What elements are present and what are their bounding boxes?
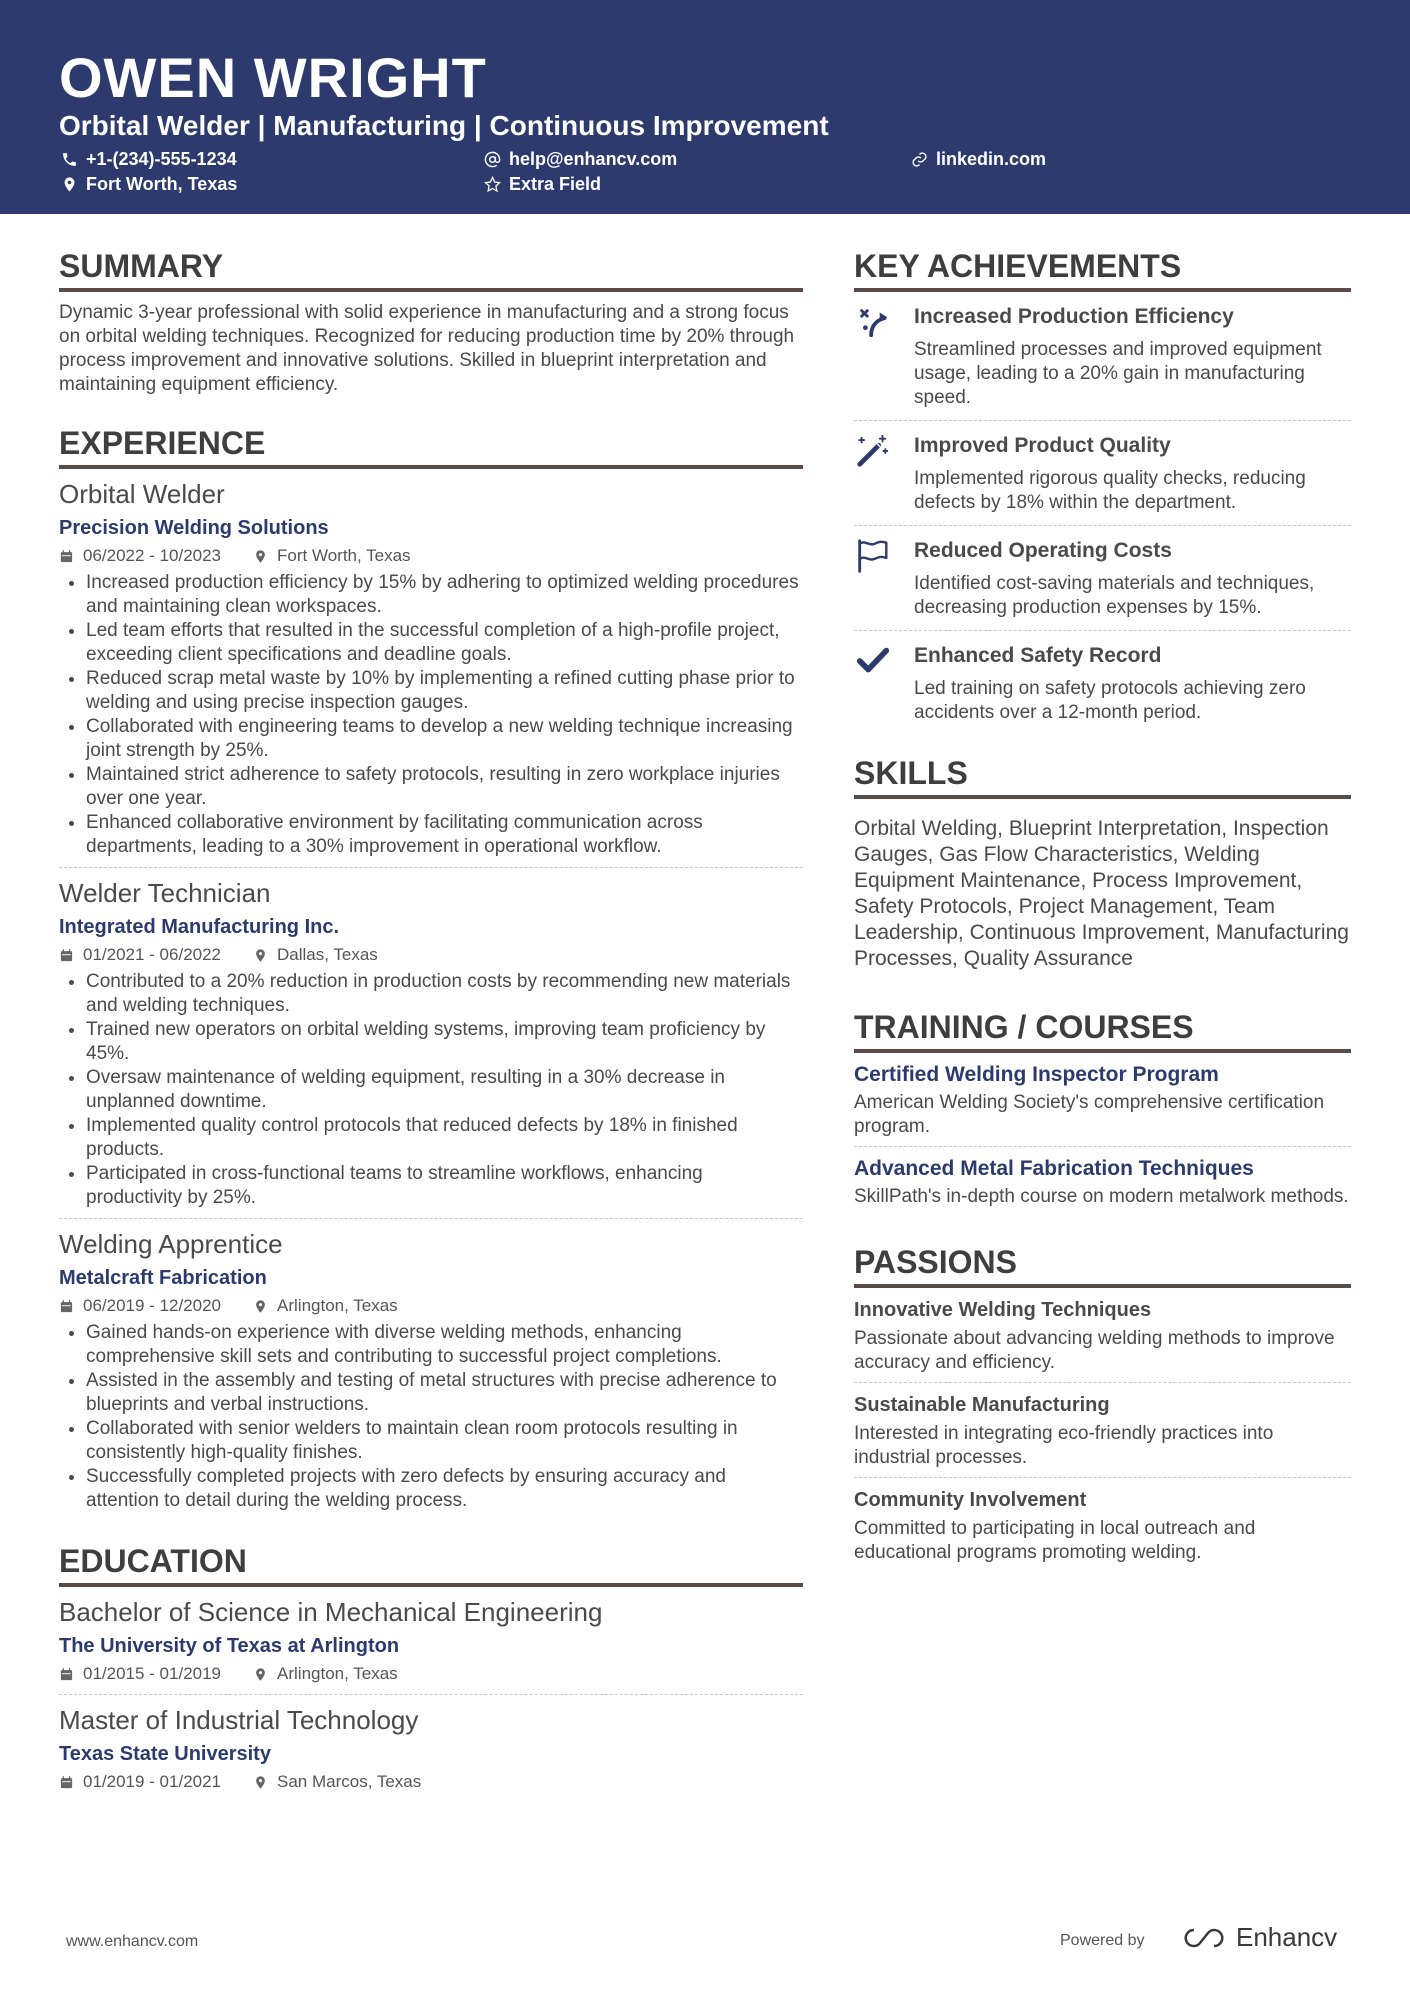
course-item <box>854 1053 1351 1147</box>
resume-header <box>0 0 1410 214</box>
school: The University of Texas at Arlington <box>59 1635 400 1657</box>
bullet-item: • Enhanced collaborative environment by facilitating communication across departments, leading to a 30% improvement in operational workflow. <box>86 811 803 859</box>
calendar-icon <box>59 549 74 564</box>
email-text: help@enhancv.com <box>509 149 678 169</box>
footer-powered-by: Powered by <box>1060 1932 1145 1949</box>
job-entry <box>59 1227 803 1521</box>
passion-title: Community Involvement <box>854 1489 1087 1511</box>
direction-arrow-icon <box>854 303 892 341</box>
course-title: Advanced Metal Fabrication Techniques <box>854 1157 1254 1180</box>
job-company: Metalcraft Fabrication <box>59 1267 267 1289</box>
contact-phone <box>61 147 237 171</box>
location-pin-icon <box>61 176 78 193</box>
magic-wand-icon <box>854 432 892 470</box>
job-meta <box>59 1294 803 1318</box>
location-pin-icon <box>253 1667 268 1682</box>
training-section <box>854 1007 1351 1216</box>
job-bullets <box>59 970 803 1210</box>
education-title: EDUCATION <box>59 1541 803 1587</box>
phone-text: +1-(234)-555-1234 <box>86 149 237 169</box>
candidate-name: OWEN WRIGHT <box>59 46 487 109</box>
achievement-title: Improved Product Quality <box>914 434 1171 457</box>
job-dates: 01/2021 - 06/2022 <box>83 945 222 964</box>
passion-title: Sustainable Manufacturing <box>854 1394 1110 1416</box>
bullet-item: • Assisted in the assembly and testing of metal structures with precise adherence to blueprints and verbal instructions. <box>86 1369 803 1417</box>
education-section <box>59 1541 803 1802</box>
job-company: Integrated Manufacturing Inc. <box>59 916 340 938</box>
skills-title: SKILLS <box>854 753 1351 799</box>
checkmark-icon <box>854 642 892 680</box>
footer-url[interactable]: www.enhancv.com <box>66 1933 199 1950</box>
skills-text: Orbital Welding, Blueprint Interpretation, Inspection Gauges, Gas Flow Characteristics, Welding Equipment Maintenance, Process Improvement, Safety Protocols, Project Management, Team Leadership, Continuous Improvement, Manufacturing Processes, Quality Assurance <box>854 817 1349 970</box>
bullet-item: • Maintained strict adherence to safety protocols, resulting in zero workplace injuries over one year. <box>86 763 803 811</box>
school: Texas State University <box>59 1743 271 1765</box>
passion-title: Innovative Welding Techniques <box>854 1299 1152 1321</box>
enhancv-brand: Enhancv <box>1236 1922 1338 1952</box>
education-entry <box>59 1703 803 1802</box>
achievement-title: Increased Production Efficiency <box>914 305 1234 328</box>
bullet-item: • Trained new operators on orbital welding systems, improving team proficiency by 45%. <box>86 1018 803 1066</box>
passions-title: PASSIONS <box>854 1242 1351 1288</box>
course-desc: American Welding Society's comprehensive certification program. <box>854 1092 1325 1137</box>
achievement-desc: Streamlined processes and improved equipment usage, leading to a 20% gain in manufacturing speed. <box>914 339 1322 408</box>
bullet-item: • Reduced scrap metal waste by 10% by implementing a refined cutting phase prior to welding and using precise inspection gauges. <box>86 667 803 715</box>
passion-item <box>854 1383 1351 1478</box>
achievement-title: Enhanced Safety Record <box>914 644 1162 667</box>
bullet-item: • Contributed to a 20% reduction in production costs by recommending new materials and welding techniques. <box>86 970 803 1018</box>
skills-section <box>854 753 1351 972</box>
calendar-icon <box>59 1775 74 1790</box>
extra-text: Extra Field <box>509 174 602 194</box>
contact-location <box>61 172 237 196</box>
bullet-item: • Collaborated with senior welders to maintain clean room protocols resulting in consistently high-quality finishes. <box>86 1417 803 1465</box>
location-pin-icon <box>253 1775 268 1790</box>
passion-desc: Committed to participating in local outreach and educational programs promoting welding. <box>854 1518 1256 1563</box>
job-dates: 06/2022 - 10/2023 <box>83 546 222 565</box>
training-title: TRAINING / COURSES <box>854 1007 1351 1053</box>
enhancv-logo[interactable] <box>1180 1922 1337 1953</box>
experience-title: EXPERIENCE <box>59 423 803 469</box>
calendar-icon <box>59 1299 74 1314</box>
link-text: linkedin.com <box>936 149 1047 169</box>
education-dates: 01/2015 - 01/2019 <box>83 1664 222 1683</box>
right-column <box>854 246 1351 1572</box>
experience-section <box>59 423 803 1521</box>
job-location: Arlington, Texas <box>277 1296 398 1315</box>
passion-desc: Passionate about advancing welding methods to improve accuracy and efficiency. <box>854 1328 1335 1373</box>
bullet-item: • Oversaw maintenance of welding equipment, resulting in a 30% decrease in unplanned downtime. <box>86 1066 803 1114</box>
job-bullets <box>59 1321 803 1513</box>
enhancv-logo-icon <box>1180 1924 1228 1952</box>
degree: Bachelor of Science in Mechanical Engineering <box>59 1597 603 1627</box>
summary-section <box>59 246 803 397</box>
achievement-item <box>854 421 1351 526</box>
job-role: Orbital Welder <box>59 479 225 509</box>
link-icon <box>911 151 928 168</box>
course-item <box>854 1147 1351 1216</box>
achievement-item <box>854 292 1351 421</box>
left-column <box>59 246 803 1802</box>
phone-icon <box>61 151 78 168</box>
passion-item <box>854 1478 1351 1572</box>
education-entry <box>59 1595 803 1695</box>
job-role: Welder Technician <box>59 878 271 908</box>
education-meta <box>59 1662 803 1686</box>
achievement-desc: Identified cost-saving materials and techniques, decreasing production expenses by 15%. <box>914 573 1315 618</box>
calendar-icon <box>59 1667 74 1682</box>
course-title: Certified Welding Inspector Program <box>854 1063 1219 1086</box>
job-meta <box>59 544 803 568</box>
location-pin-icon <box>253 948 268 963</box>
achievements-title: KEY ACHIEVEMENTS <box>854 246 1351 292</box>
star-icon <box>484 176 501 193</box>
bullet-item: • Collaborated with engineering teams to develop a new welding technique increasing joint strength by 25%. <box>86 715 803 763</box>
headline: Orbital Welder | Manufacturing | Continuous Improvement <box>59 110 829 141</box>
job-location: Fort Worth, Texas <box>277 546 411 565</box>
education-meta <box>59 1770 803 1794</box>
summary-text: Dynamic 3-year professional with solid experience in manufacturing and a strong focus on orbital welding techniques. Recognized for reducing production time by 20% through process improvement and innovative solutions. Skilled in blueprint interpretation and maintaining equipment efficiency. <box>59 302 795 395</box>
bullet-item: • Participated in cross-functional teams to streamline workflows, enhancing productivity by 25%. <box>86 1162 803 1210</box>
flag-icon <box>854 537 892 575</box>
achievements-section <box>854 246 1351 735</box>
bullet-item: • Gained hands-on experience with diverse welding methods, enhancing comprehensive skill sets and contributing to successful project completions. <box>86 1321 803 1369</box>
achievement-item <box>854 631 1351 735</box>
achievement-title: Reduced Operating Costs <box>914 539 1172 562</box>
achievement-desc: Led training on safety protocols achieving zero accidents over a 12-month period. <box>914 678 1306 723</box>
at-icon <box>484 151 501 168</box>
location-text: Fort Worth, Texas <box>86 174 238 194</box>
job-dates: 06/2019 - 12/2020 <box>83 1296 222 1315</box>
location-pin-icon <box>253 549 268 564</box>
calendar-icon <box>59 948 74 963</box>
bullet-item: • Increased production efficiency by 15% by adhering to optimized welding procedures and maintaining clean workspaces. <box>86 571 803 619</box>
job-entry <box>59 876 803 1219</box>
course-desc: SkillPath's in-depth course on modern metalwork methods. <box>854 1186 1349 1207</box>
bullet-item: • Implemented quality control protocols that reduced defects by 18% in finished products. <box>86 1114 803 1162</box>
education-location: Arlington, Texas <box>277 1664 398 1683</box>
job-bullets <box>59 571 803 859</box>
passion-item <box>854 1288 1351 1383</box>
job-entry <box>59 477 803 868</box>
job-role: Welding Apprentice <box>59 1229 283 1259</box>
passion-desc: Interested in integrating eco-friendly practices into industrial processes. <box>854 1423 1274 1468</box>
bullet-item: • Successfully completed projects with zero defects by ensuring accuracy and attention to detail during the welding process. <box>86 1465 803 1513</box>
education-location: San Marcos, Texas <box>277 1772 422 1791</box>
summary-title: SUMMARY <box>59 246 803 292</box>
degree: Master of Industrial Technology <box>59 1705 419 1735</box>
passions-section <box>854 1242 1351 1572</box>
achievement-desc: Implemented rigorous quality checks, reducing defects by 18% within the department. <box>914 468 1306 513</box>
job-meta <box>59 943 803 967</box>
job-location: Dallas, Texas <box>277 945 378 964</box>
contact-extra <box>484 172 601 196</box>
achievement-item <box>854 526 1351 631</box>
education-dates: 01/2019 - 01/2021 <box>83 1772 222 1791</box>
bullet-item: • Led team efforts that resulted in the successful completion of a high-profile project, exceeding client specifications and deadline goals. <box>86 619 803 667</box>
contact-email[interactable] <box>484 147 677 171</box>
job-company: Precision Welding Solutions <box>59 517 329 539</box>
contact-link[interactable] <box>911 147 1046 171</box>
location-pin-icon <box>253 1299 268 1314</box>
